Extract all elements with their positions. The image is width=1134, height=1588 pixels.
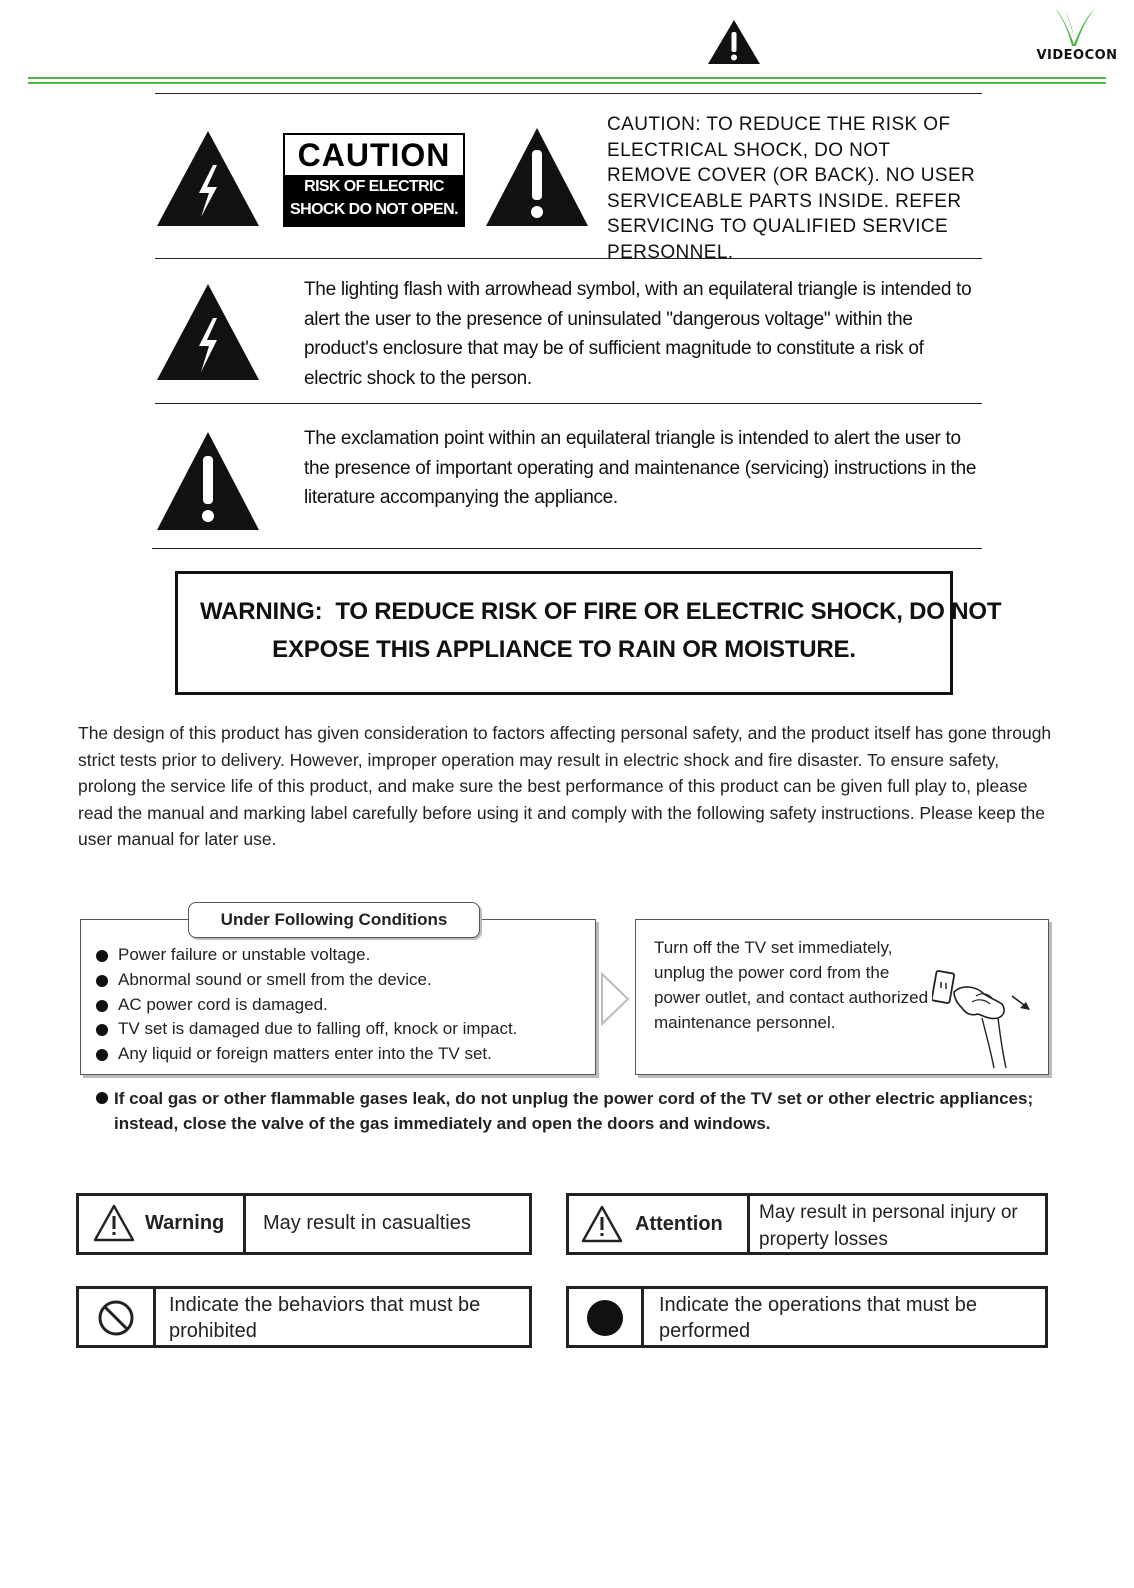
warning-triangle-icon xyxy=(706,18,762,66)
exclamation-triangle-icon xyxy=(484,126,590,228)
caution-label-line2: SHOCK DO NOT OPEN. xyxy=(290,201,458,218)
list-item: Any liquid or foreign matters enter into the TV set. xyxy=(94,1042,517,1067)
caution-label-title: CAUTION xyxy=(297,137,451,173)
filled-circle-icon xyxy=(585,1298,625,1338)
exclamation-explanation: The exclamation point within an equilateral triangle is intended to alert the user to the presence of important operating and maintenance (servicing) instructions in the literature accompanying the appliance. xyxy=(304,428,977,508)
list-item: TV set is damaged due to falling off, knock or impact. xyxy=(94,1017,517,1042)
brand-name: VIDEOCON xyxy=(1036,48,1118,63)
warning-line1: WARNING: TO REDUCE RISK OF FIRE OR ELECTRIC SHOCK, DO NOT xyxy=(200,598,1002,625)
action-text: Turn off the TV set immediately, unplug the power cord from the power outlet, and contact authorized maintenance personnel. xyxy=(654,938,929,1032)
videocon-v-icon xyxy=(1052,6,1100,48)
brand-logo xyxy=(1022,6,1132,66)
legend-prohibited xyxy=(76,1286,532,1348)
lightning-triangle-icon xyxy=(155,282,261,382)
legend-warning-desc: May result in casualties xyxy=(263,1212,471,1234)
caution-text: CAUTION: TO REDUCE THE RISK OF ELECTRICAL SHOCK, DO NOT REMOVE COVER (OR BACK). NO USER SERVICEABLE PARTS INSIDE. REFER SERVICING TO QUALIFIED SERVICE PERSONNEL. xyxy=(607,114,976,263)
caution-label-line1: RISK OF ELECTRIC xyxy=(304,178,444,195)
legend-mandatory xyxy=(566,1286,1048,1348)
divider xyxy=(155,93,982,94)
legend-attention-desc: May result in personal injury or property losses xyxy=(759,1202,1018,1250)
legend-prohibited-desc: Indicate the behaviors that must be prohibited xyxy=(169,1294,481,1342)
gas-leak-note xyxy=(96,1086,1056,1136)
exclamation-triangle-icon xyxy=(155,430,261,532)
intro-paragraph: The design of this product has given consideration to factors affecting personal safety, and the product itself has gone through strict tests prior to delivery. However, improper operation may result in electric shock and fire disaster. To ensure safety, prolong the service life of this product, and make sure the best performance of this product can be given full play to, please read the manual and marking label carefully before using it and comply with the following safety instructions. Please keep the user manual for later use. xyxy=(78,723,1052,849)
list-item: AC power cord is damaged. xyxy=(94,993,517,1018)
legend-warning xyxy=(76,1193,532,1255)
gas-leak-text: If coal gas or other flammable gases leak, do not unplug the power cord of the TV set or other electric appliances; instead, close the valve of the gas immediately and open the doors and windows. xyxy=(114,1089,1034,1133)
divider xyxy=(152,548,982,549)
legend-attention-label: Attention xyxy=(635,1213,723,1235)
list-item: Abnormal sound or smell from the device. xyxy=(94,968,517,993)
legend-attention xyxy=(566,1193,1048,1255)
header-rule-top xyxy=(28,77,1106,79)
unplug-hand-icon xyxy=(932,964,1042,1074)
lightning-triangle-icon xyxy=(155,129,261,228)
bullet-icon xyxy=(96,1092,108,1104)
lightning-explanation: The lighting flash with arrowhead symbol, with an equilateral triangle is intended to alert the user to the presence of uninsulated "dangerous voltage" within the product's enclosure that may be of sufficient magnitude to constitute a risk of electric shock to the person. xyxy=(304,279,972,389)
warning-box xyxy=(175,571,1002,695)
prohibited-icon xyxy=(97,1299,135,1337)
warning-line2: EXPOSE THIS APPLIANCE TO RAIN OR MOISTURE. xyxy=(272,636,856,663)
legend-mandatory-desc: Indicate the operations that must be performed xyxy=(659,1294,977,1342)
chevron-right-icon xyxy=(600,972,630,1026)
legend-warning-label: Warning xyxy=(145,1212,225,1234)
list-item: Power failure or unstable voltage. xyxy=(94,943,517,968)
divider xyxy=(155,403,982,404)
attention-outline-icon xyxy=(581,1205,623,1243)
conditions-title: Under Following Conditions xyxy=(188,902,480,938)
header-rule-bottom xyxy=(28,82,1106,84)
caution-label xyxy=(283,133,465,227)
divider xyxy=(155,258,982,259)
conditions-list xyxy=(94,943,517,1067)
warning-outline-icon xyxy=(93,1204,135,1242)
